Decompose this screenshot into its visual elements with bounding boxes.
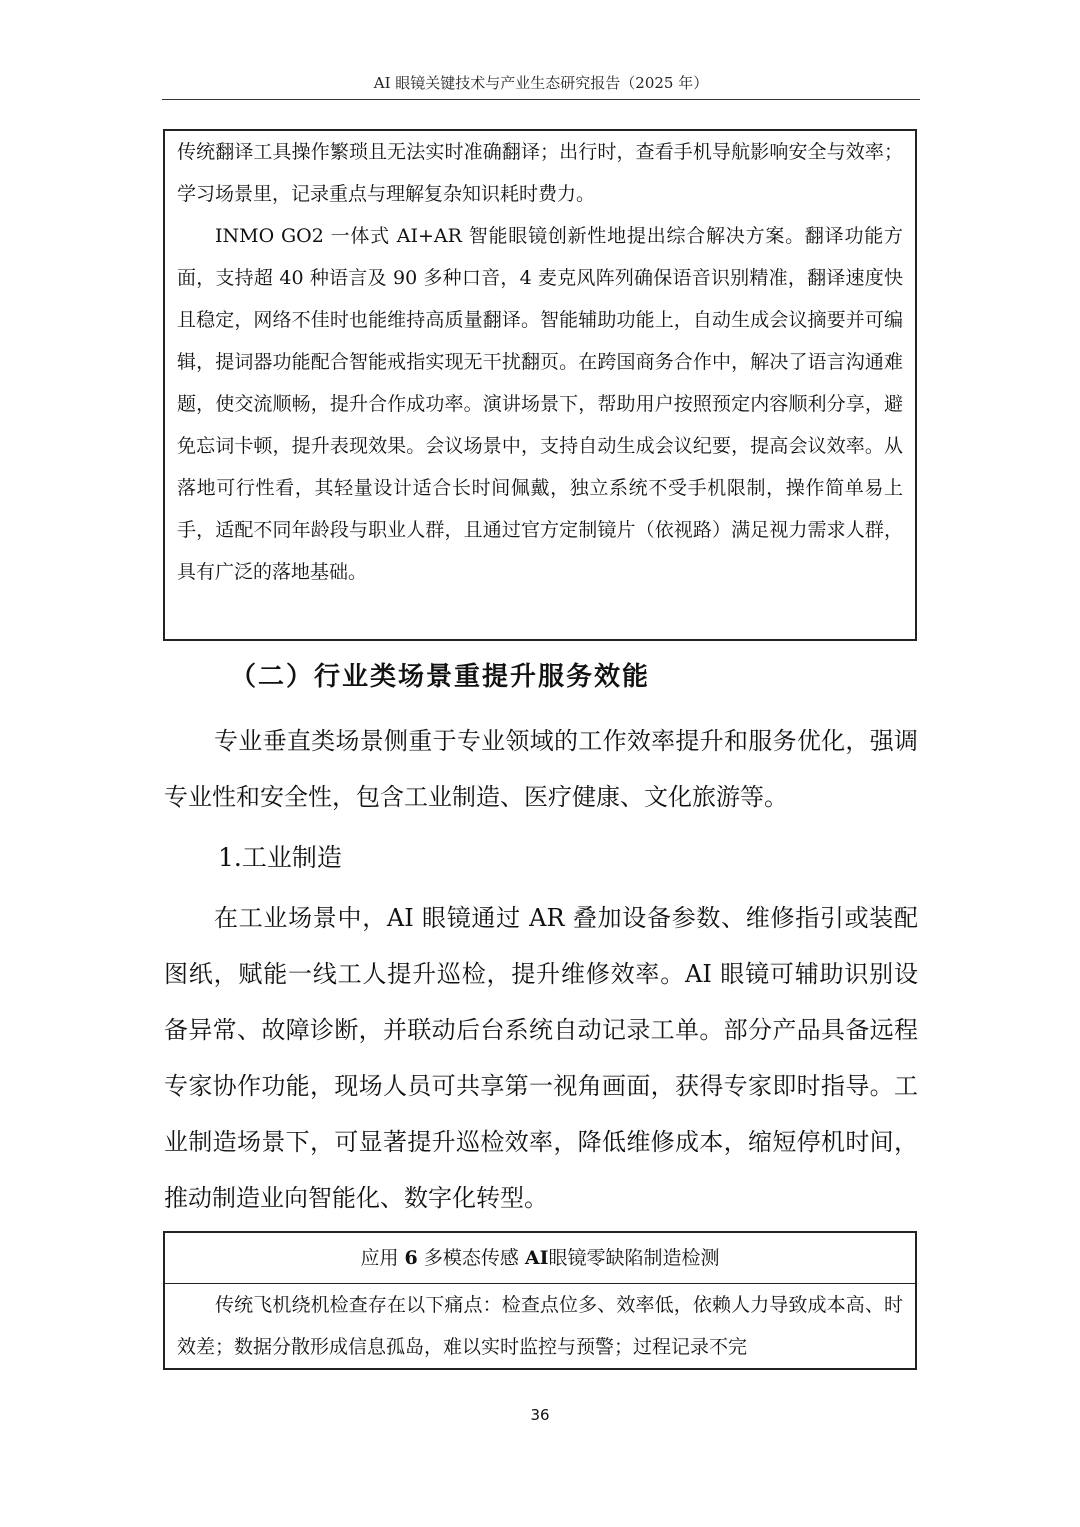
title-mid: 多模态传感: [423, 1247, 519, 1269]
application-box-body: 传统飞机绕机检查存在以下痛点：检查点位多、效率低，依赖人力导致成本高、时效差；数据分散形成信息孤岛，难以实时监控与预警；过程记录不完: [177, 1294, 903, 1358]
case-box-paragraph-2: INMO GO2 一体式 AI+AR 智能眼镜创新性地提出综合解决方案。翻译功能方面，支持超 40 种语言及 90 多种口音，4 麦克风阵列确保语音识别精准，翻译速度快且稳定，网络不佳时也能维持高质量翻译。智能辅助功能上，自动生成会议摘要并可编辑，提词器功能配合智能戒指实现无干扰翻页。在跨国商务合作中，解决了语言沟通难题，使交流顺畅，提升合作成功率。演讲场景下，帮助用户按照预定内容顺利分享，避免忘词卡顿，提升表现效果。会议场景中，支持自动生成会议纪要，提高会议效率。从落地可行性看，其轻量设计适合长时间佩戴，独立系统不受手机限制，操作简单易上手，适配不同年龄段与职业人群，且通过官方定制镜片（依视路）满足视力需求人群，具有广泛的落地基础。: [177, 225, 903, 583]
subsection-heading: 1.工业制造: [218, 843, 342, 872]
case-box-paragraph-1: 传统翻译工具操作繁琐且无法实时准确翻译；出行时，查看手机导航影响安全与效率；学习场景里，记录重点与理解复杂知识耗时费力。: [177, 141, 903, 205]
page-number: 36: [530, 1406, 550, 1424]
application-box: [163, 1231, 917, 1370]
case-box: [163, 129, 917, 641]
section-heading: （二）行业类场景重提升服务效能: [230, 662, 651, 692]
body-paragraph-1: 专业垂直类场景侧重于专业领域的工作效率提升和服务优化，强调专业性和安全性，包含工业制造、医疗健康、文化旅游等。: [164, 727, 918, 811]
body-paragraph-2: 在工业场景中，AI 眼镜通过 AR 叠加设备参数、维修指引或装配图纸，赋能一线工人提升巡检，提升维修效率。AI 眼镜可辅助识别设备异常、故障诊断，并联动后台系统自动记录工单。部分产品具备远程专家协作功能，现场人员可共享第一视角画面，获得专家即时指导。工业制造场景下，可显著提升巡检效率，降低维修成本，缩短停机时间，推动制造业向智能化、数字化转型。: [164, 904, 918, 1212]
page-header: [162, 72, 920, 100]
title-suffix: 眼镜零缺陷制造检测: [548, 1247, 720, 1269]
title-number: 6: [404, 1247, 418, 1269]
title-ai: AI: [524, 1247, 549, 1269]
header-title: AI 眼镜关键技术与产业生态研究报告（2025 年）: [373, 74, 709, 92]
application-box-title: [165, 1233, 915, 1284]
title-prefix: 应用: [360, 1247, 399, 1269]
